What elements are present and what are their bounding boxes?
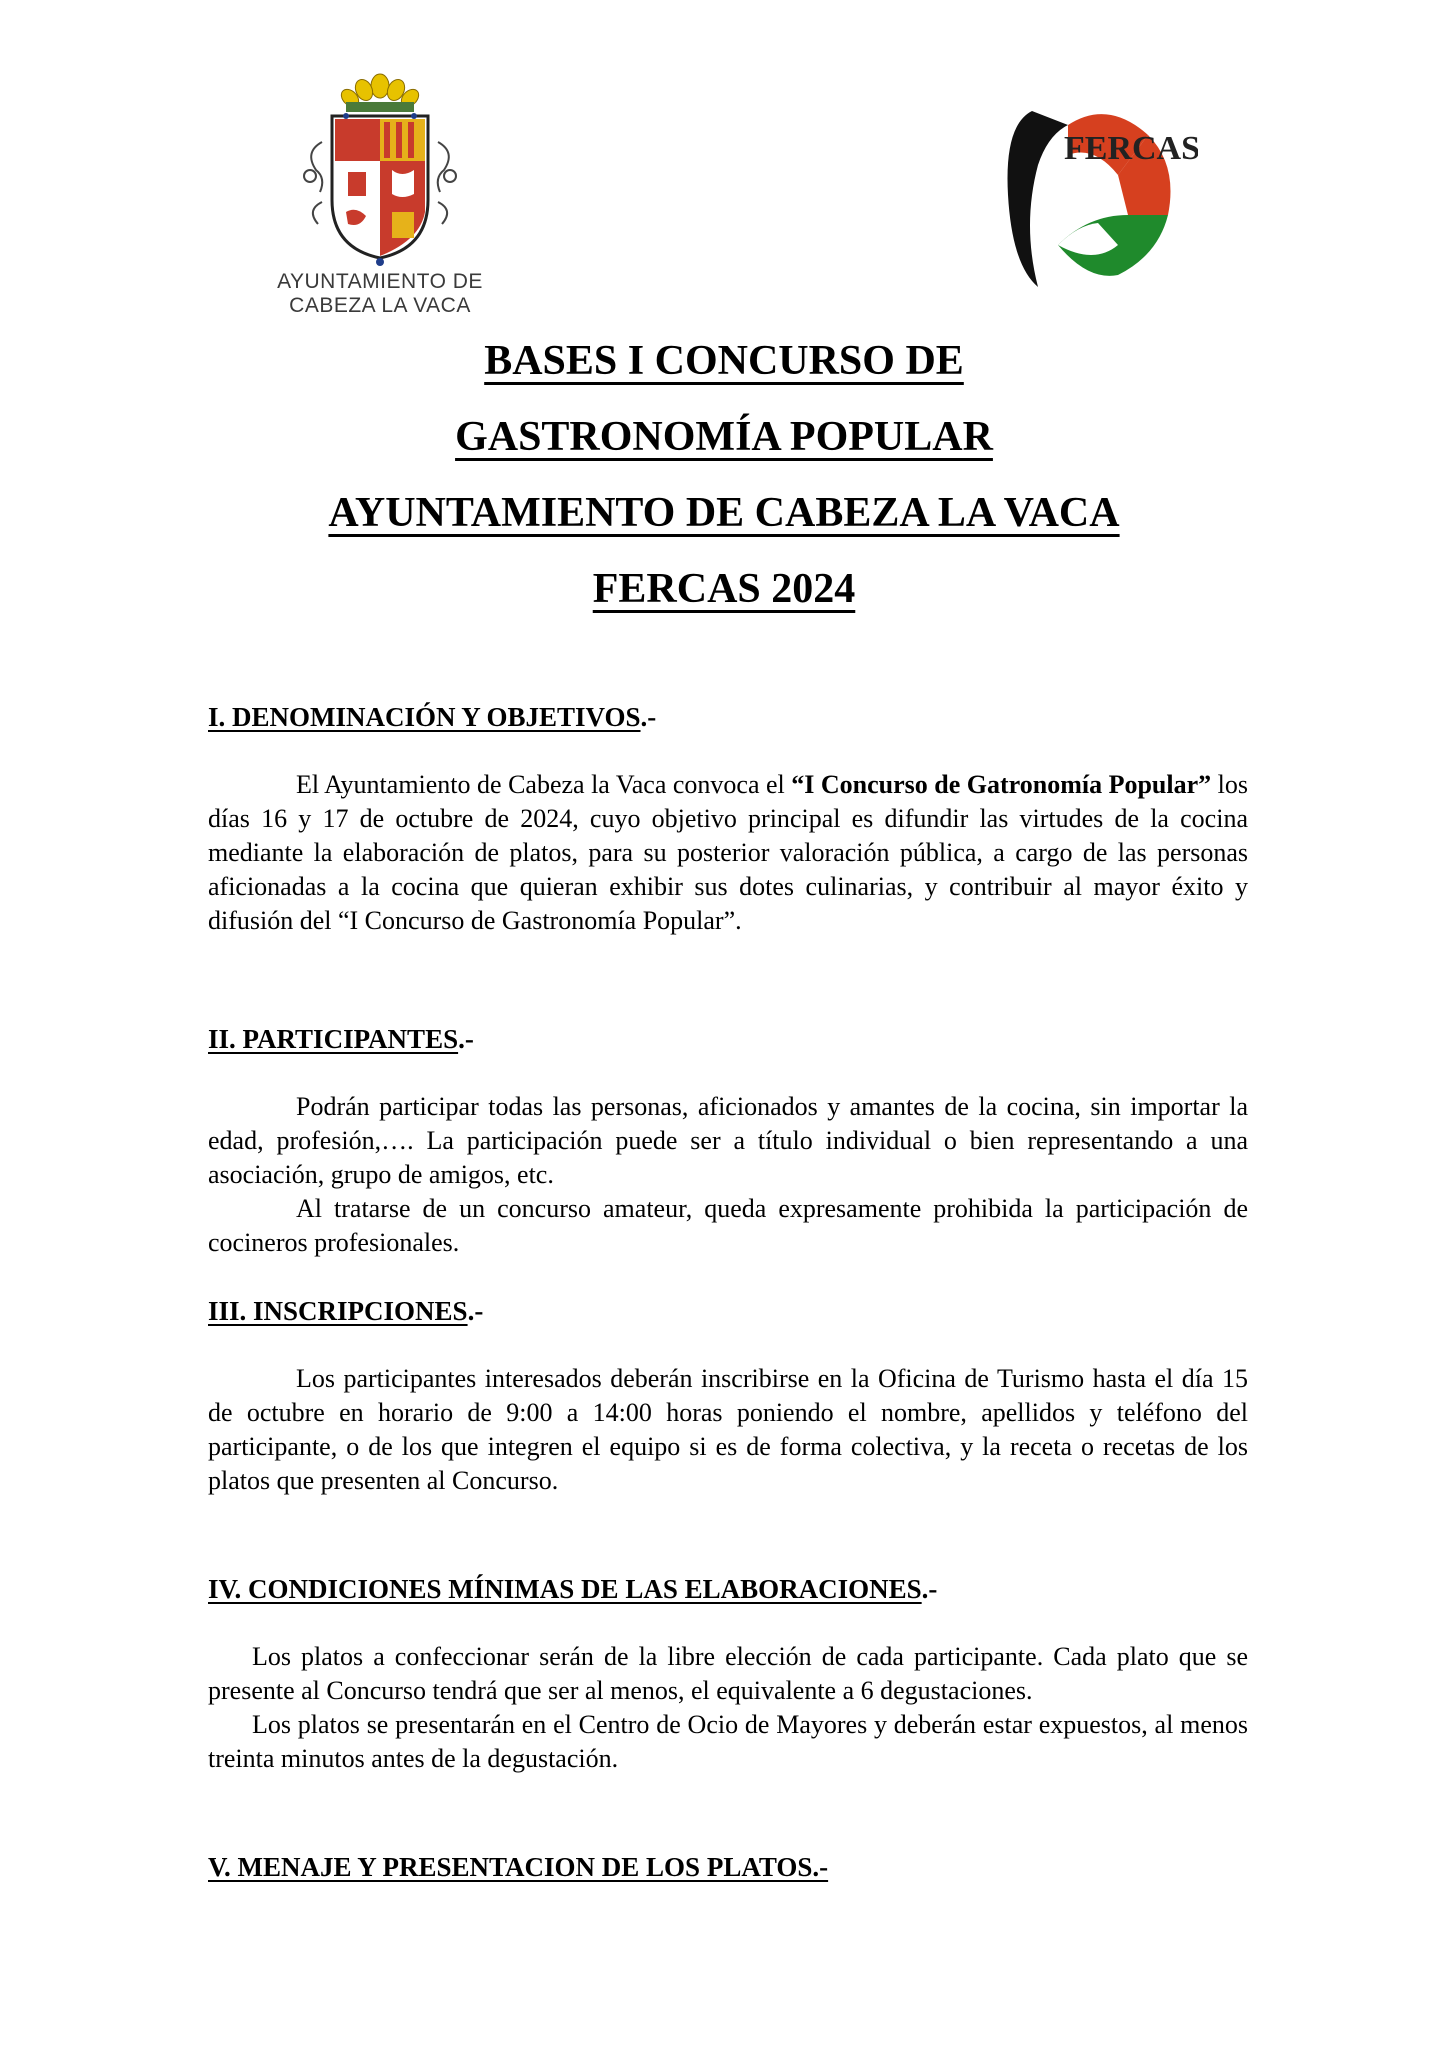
section-1-text-b: los días 16 y 17 de octubre de 2024, cuyo objetivo principal es difundir las virtudes de la cocina mediante la elaboración de platos, para su posterior valoración pública, a cargo de las personas aficionadas a la cocina que quieran exhibir sus dotes culinarias, y contribuir al mayor éxito y difusión del “I Concurso de Gastronomía Popular”. xyxy=(208,770,1248,935)
section-heading-3 xyxy=(208,1294,1248,1328)
title-line-2: GASTRONOMÍA POPULAR xyxy=(455,414,993,460)
section-heading-2 xyxy=(208,1022,1248,1056)
document-title xyxy=(0,332,1448,636)
section-1-suffix: .- xyxy=(640,702,657,732)
fercas-logo xyxy=(998,105,1198,295)
section-4-suffix: .- xyxy=(921,1574,938,1604)
logo-caption-line1: AYUNTAMIENTO DE xyxy=(277,270,483,293)
section-5-title: V. MENAJE Y PRESENTACION DE LOS PLATOS.- xyxy=(208,1852,829,1882)
coat-of-arms-icon xyxy=(288,72,472,268)
fercas-emblem-icon xyxy=(998,105,1198,295)
ayuntamiento-logo xyxy=(264,72,496,322)
title-line-3: AYUNTAMIENTO DE CABEZA LA VACA xyxy=(328,490,1120,536)
section-1-text-a: El Ayuntamiento de Cabeza la Vaca convoca el xyxy=(296,770,792,799)
section-3-suffix: .- xyxy=(467,1296,484,1326)
section-1-title: I. DENOMINACIÓN Y OBJETIVOS xyxy=(208,702,641,732)
section-heading-1 xyxy=(208,700,1248,734)
section-1-paragraph xyxy=(208,768,1248,938)
section-4-paragraph-2: Los platos se presentarán en el Centro de Ocio de Mayores y deberán estar expuestos, al menos treinta minutos antes de la degustación. xyxy=(208,1710,1248,1773)
section-2-paragraph-1: Podrán participar todas las personas, aficionados y amantes de la cocina, sin importar la edad, profesión,…. La participación puede ser a título individual o bien representando a una asociación, grupo de amigos, etc. xyxy=(208,1092,1248,1189)
section-2-paragraph-2: Al tratarse de un concurso amateur, queda expresamente prohibida la participación de cocineros profesionales. xyxy=(208,1194,1248,1257)
document-body xyxy=(208,700,1248,1884)
section-heading-4 xyxy=(208,1572,1248,1606)
section-4-paragraph-1: Los platos a confeccionar serán de la libre elección de cada participante. Cada plato que se presente al Concurso tendrá que ser al menos, el equivalente a 6 degustaciones. xyxy=(208,1642,1248,1705)
title-line-1: BASES I CONCURSO DE xyxy=(484,338,964,384)
logo-caption-line2: CABEZA LA VACA xyxy=(289,294,471,317)
fercas-logo-text: FERCAS xyxy=(1064,130,1198,167)
section-2-title: II. PARTICIPANTES xyxy=(208,1024,459,1054)
section-heading-5 xyxy=(208,1850,1248,1884)
section-4-title: IV. CONDICIONES MÍNIMAS DE LAS ELABORACIONES xyxy=(208,1574,922,1604)
title-line-4: FERCAS 2024 xyxy=(592,566,856,612)
section-3-paragraph: Los participantes interesados deberán inscribirse en la Oficina de Turismo hasta el día 15 de octubre en horario de 9:00 a 14:00 horas poniendo el nombre, apellidos y teléfono del participante, o de los que integren el equipo si es de forma colectiva, y la receta o recetas de los platos que presenten al Concurso. xyxy=(208,1364,1248,1495)
contest-name-bold: “I Concurso de Gatronomía Popular” xyxy=(791,770,1212,799)
section-2-suffix: .- xyxy=(458,1024,474,1054)
section-3-title: III. INSCRIPCIONES xyxy=(208,1296,468,1326)
